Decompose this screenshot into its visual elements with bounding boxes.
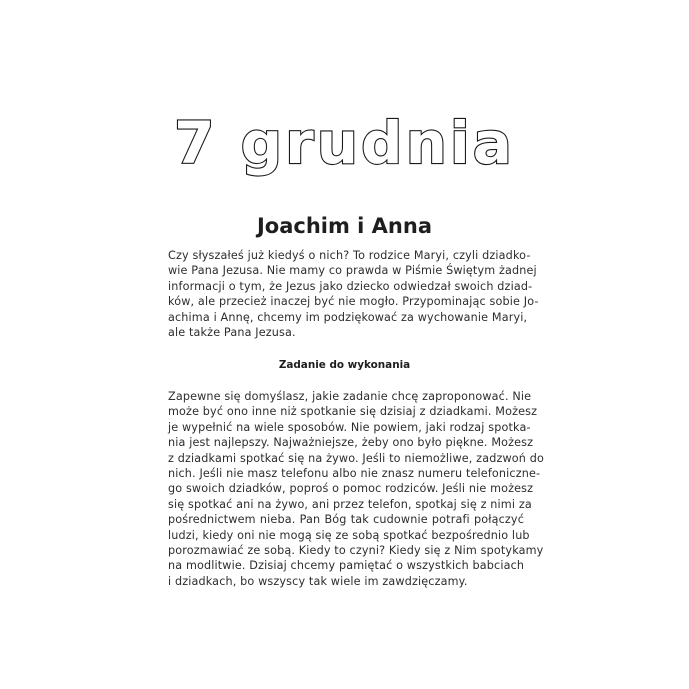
intro-line: informacji o tym, że Jezus jako dziecko odwiedzał swoich dziad- — [168, 279, 533, 293]
task-line: może być ono inne niż spotkanie się dzisiaj z dziadkami. Możesz — [168, 405, 538, 419]
article-title: Joachim i Anna — [256, 214, 433, 238]
intro-line: Czy słyszałeś już kiedyś o nich? To rodzice Maryi, czyli dziadko- — [168, 249, 531, 262]
task-line: się spotkać ani na żywo, ani przez telefon, spotkaj się z nimi za — [168, 497, 532, 511]
task-line: go swoich dziadków, poproś o pomoc rodziców. Jeśli nie możesz — [168, 482, 534, 496]
intro-line: ale także Pana Jezusa. — [168, 326, 296, 340]
task-line: ludzi, kiedy oni nie mogą się ze sobą spotkać bezpośrednio lub — [168, 528, 530, 542]
task-line: pośrednictwem nieba. Pan Bóg tak cudownie potrafi połączyć — [168, 513, 524, 527]
task-line: je wypełnić na wiele sposobów. Nie powiem, jaki rodzaj spotka- — [168, 420, 531, 434]
task-line: na modlitwie. Dzisiaj chcemy pamiętać o wszystkich babciach — [168, 559, 525, 573]
task-line: nia jest najlepszy. Najważniejsze, żeby ono było piękne. Możesz — [168, 436, 534, 450]
intro-line: ków, ale przecież inaczej być nie mogło. Przypominając sobie Jo- — [168, 295, 539, 309]
intro-line: achima i Annę, chcemy im podziękować za wychowanie Maryi, — [168, 310, 528, 324]
task-paragraph — [168, 389, 544, 589]
task-line: z dziadkami spotkać się na żywo. Jeśli to niemożliwe, zadzwoń do — [168, 451, 544, 465]
task-line: porozmawiać ze sobą. Kiedy to czyni? Kiedy się z Nim spotykamy — [168, 544, 544, 558]
task-line: Zapewne się domyślasz, jakie zadanie chcę zaproponować. Nie — [168, 390, 532, 403]
section-heading: Zadanie do wykonania — [278, 359, 411, 371]
day-title: 7 grudnia — [174, 109, 515, 177]
intro-paragraph — [168, 248, 539, 340]
task-line: i dziadkach, bo wszyscy tak wiele im zawdzięczamy. — [168, 574, 468, 588]
task-line: nich. Jeśli nie masz telefonu albo nie znasz numeru telefoniczne- — [168, 467, 541, 481]
intro-line: wie Pana Jezusa. Nie mamy co prawda w Piśmie Świętym żadnej — [168, 264, 537, 278]
